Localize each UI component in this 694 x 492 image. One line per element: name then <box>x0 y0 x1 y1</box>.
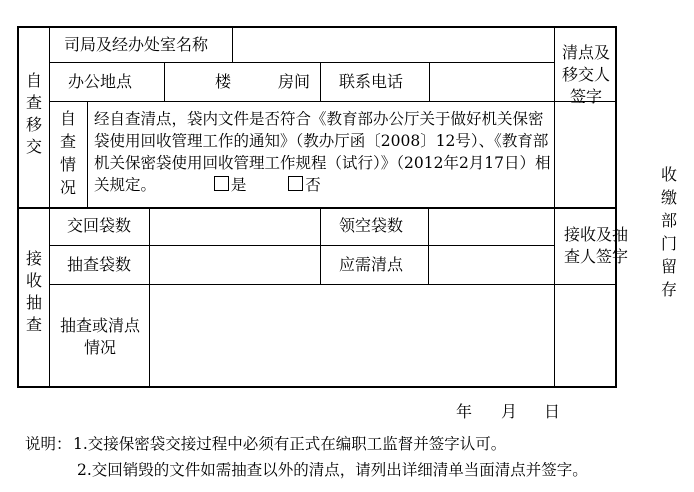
returned-bags-label: 交回袋数 <box>67 216 132 235</box>
row-line-3 <box>49 245 554 246</box>
status-divider <box>87 101 88 207</box>
notes-prefix: 说明： <box>25 435 72 453</box>
building-label: 楼 <box>215 72 232 91</box>
phone-divider <box>429 62 430 101</box>
sampled-bags-field[interactable] <box>151 247 319 283</box>
sample-check-status-field[interactable] <box>151 286 553 385</box>
bag-right-divider <box>428 207 429 284</box>
required-count-label: 应需清点 <box>339 255 404 274</box>
receiver-sign-label: 接收及抽查人签字 <box>563 225 628 266</box>
table-border-bottom <box>17 386 617 388</box>
sign-row-line-2 <box>554 284 615 285</box>
required-count-field[interactable] <box>430 247 553 283</box>
building-field[interactable] <box>166 64 212 100</box>
bag-label-divider <box>149 207 150 388</box>
option-yes-checkbox[interactable] <box>214 176 247 194</box>
date-month: 月 <box>501 402 518 421</box>
dept-name-label: 司局及经办处室名称 <box>64 35 209 54</box>
dept-name-divider <box>232 26 233 62</box>
date-year: 年 <box>456 402 473 421</box>
option-no-checkbox[interactable] <box>288 176 321 194</box>
section-receive-check-label: 接收抽查 <box>25 249 42 334</box>
receiver-signature-field[interactable] <box>556 286 614 385</box>
row-line-1 <box>49 62 554 63</box>
section-self-check-label: 自查移交 <box>25 71 42 156</box>
row-line-4 <box>49 284 554 285</box>
empty-bags-received-field[interactable] <box>430 209 553 244</box>
self-check-status-label: 自查情况 <box>59 109 76 197</box>
room-field[interactable] <box>232 64 276 100</box>
location-divider <box>164 62 165 101</box>
sampled-bags-label: 抽查袋数 <box>67 255 132 274</box>
bag-mid-divider <box>320 207 321 284</box>
table-border-top <box>17 26 617 28</box>
side-note-retain: 收缴部门留存 <box>660 165 677 299</box>
option-no-label: 否 <box>305 176 321 194</box>
self-check-statement: 经自查清点，袋内文件是否符合《教育部办公厅关于做好机关保密袋使用回收管理工作的通知》（教办厅函〔2008〕12号）、《教育部机关保密袋使用回收管理工作规程（试行）》（2012年2月17日）相关规定。 是 否 <box>94 110 551 194</box>
date-day: 日 <box>544 402 561 421</box>
empty-bags-received-label: 领空袋数 <box>339 216 404 235</box>
contact-phone-label: 联系电话 <box>339 72 404 91</box>
room-divider <box>320 62 321 101</box>
option-yes-label: 是 <box>230 176 247 194</box>
sample-check-status-label: 抽查或清点情况 <box>60 316 141 357</box>
left-column-line <box>49 26 50 388</box>
row-line-2 <box>49 101 554 102</box>
note-2: 2.交回销毁的文件如需抽查以外的清点，请列出详细清单当面清点并签字。 <box>77 461 588 479</box>
handover-sign-label: 清点及移交人签字 <box>561 43 610 106</box>
office-location-label: 办公地点 <box>68 72 133 91</box>
note-1: 1.交接保密袋交接过程中必须有正式在编职工监督并签字认可。 <box>73 435 507 453</box>
handover-signature-field[interactable] <box>556 103 614 206</box>
dept-name-field[interactable] <box>234 29 553 61</box>
returned-bags-field[interactable] <box>151 209 319 244</box>
signature-column-line <box>554 26 555 388</box>
room-label: 房间 <box>278 72 311 91</box>
contact-phone-field[interactable] <box>431 64 553 100</box>
